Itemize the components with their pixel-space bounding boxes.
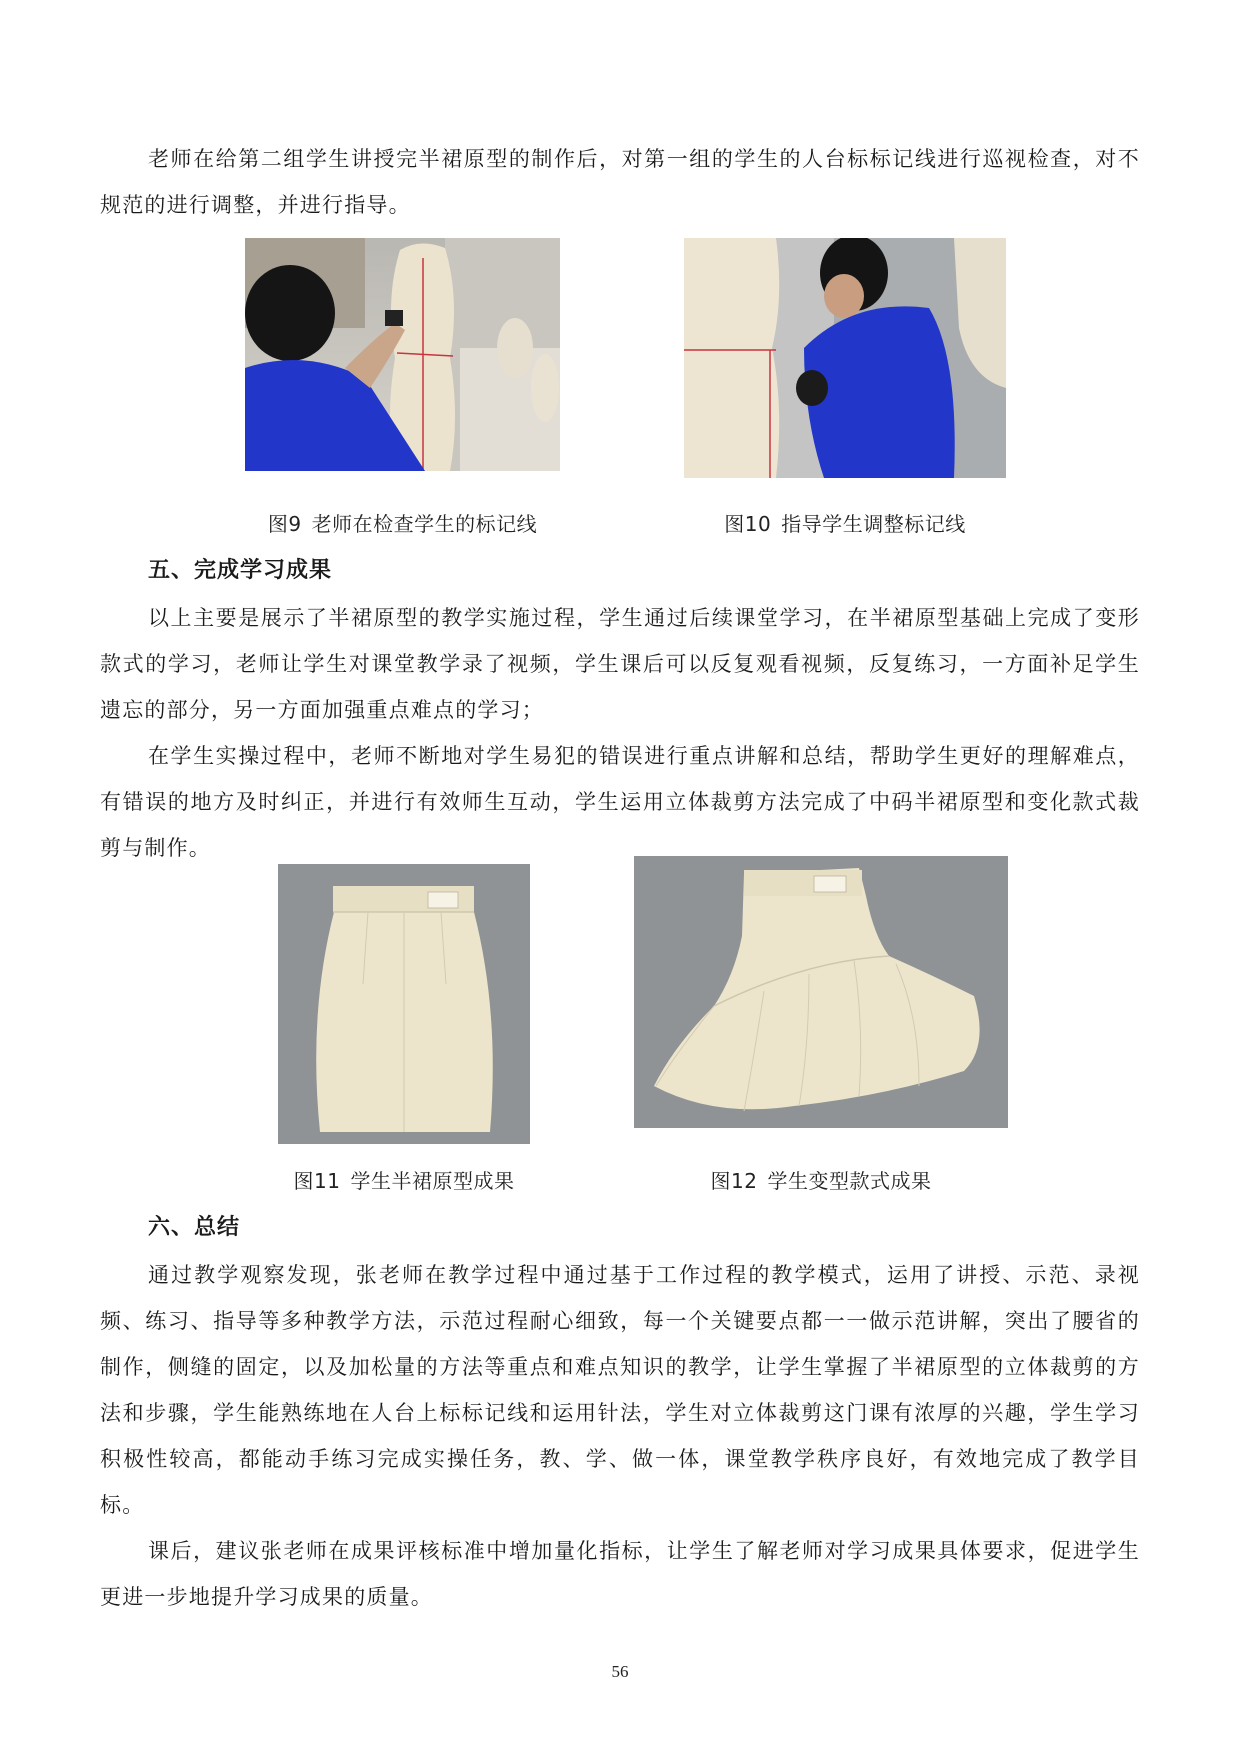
figure-11-number: 图11 (293, 1169, 341, 1193)
figure-10-photo (684, 238, 1006, 478)
page-number: 56 (611, 1662, 629, 1681)
figure-10-number: 图10 (724, 512, 772, 536)
section-6-paragraph-1: 通过教学观察发现，张老师在教学过程中通过基于工作过程的教学模式，运用了讲授、示范、录视频、练习、指导等多种教学方法，示范过程耐心细致，每一个关键要点都一一做示范讲解，突出了腰省的制作，侧缝的固定，以及加松量的方法等重点和难点知识的教学，让学生掌握了半裙原型的立体裁剪的方法和步骤，学生能熟练地在人台上标标记线和运用针法，学生对立体裁剪这门课有浓厚的兴趣，学生学习积极性较高，都能动手练习完成实操任务，教、学、做一体，课堂教学秩序良好，有效地完成了教学目标。 (100, 1263, 1140, 1517)
section-5-heading: 五、完成学习成果 (148, 558, 333, 583)
section-6-paragraph-2: 课后，建议张老师在成果评核标准中增加量化指标，让学生了解老师对学习成果具体要求，促进学生更进一步地提升学习成果的质量。 (100, 1539, 1140, 1609)
section-5-paragraph-2: 在学生实操过程中，老师不断地对学生易犯的错误进行重点讲解和总结，帮助学生更好的理解难点，有错误的地方及时纠正，并进行有效师生互动，学生运用立体裁剪方法完成了中码半裙原型和变化款式裁剪与制作。 (100, 744, 1140, 860)
figure-12-text: 学生变型款式成果 (767, 1169, 932, 1193)
figure-12-caption (634, 1167, 1008, 1195)
figure-9-number: 图9 (267, 512, 302, 536)
figure-11-text: 学生半裙原型成果 (350, 1169, 515, 1193)
figure-9-text: 老师在检查学生的标记线 (311, 512, 538, 536)
figure-12-photo (634, 856, 1008, 1128)
figure-12-number: 图12 (710, 1169, 758, 1193)
figure-11-photo (278, 864, 530, 1144)
figure-9-caption (245, 510, 560, 538)
section-6-heading: 六、总结 (148, 1215, 241, 1240)
figure-10-caption (684, 510, 1006, 538)
intro-paragraph: 老师在给第二组学生讲授完半裙原型的制作后，对第一组的学生的人台标标记线进行巡视检查，对不规范的进行调整，并进行指导。 (100, 147, 1140, 217)
figure-9-photo (245, 238, 560, 471)
figure-10-text: 指导学生调整标记线 (781, 512, 966, 536)
section-5-paragraph-1: 以上主要是展示了半裙原型的教学实施过程，学生通过后续课堂学习，在半裙原型基础上完成了变形款式的学习，老师让学生对课堂教学录了视频，学生课后可以反复观看视频，反复练习，一方面补足学生遗忘的部分，另一方面加强重点难点的学习； (100, 606, 1140, 722)
figure-11-caption (278, 1167, 530, 1195)
